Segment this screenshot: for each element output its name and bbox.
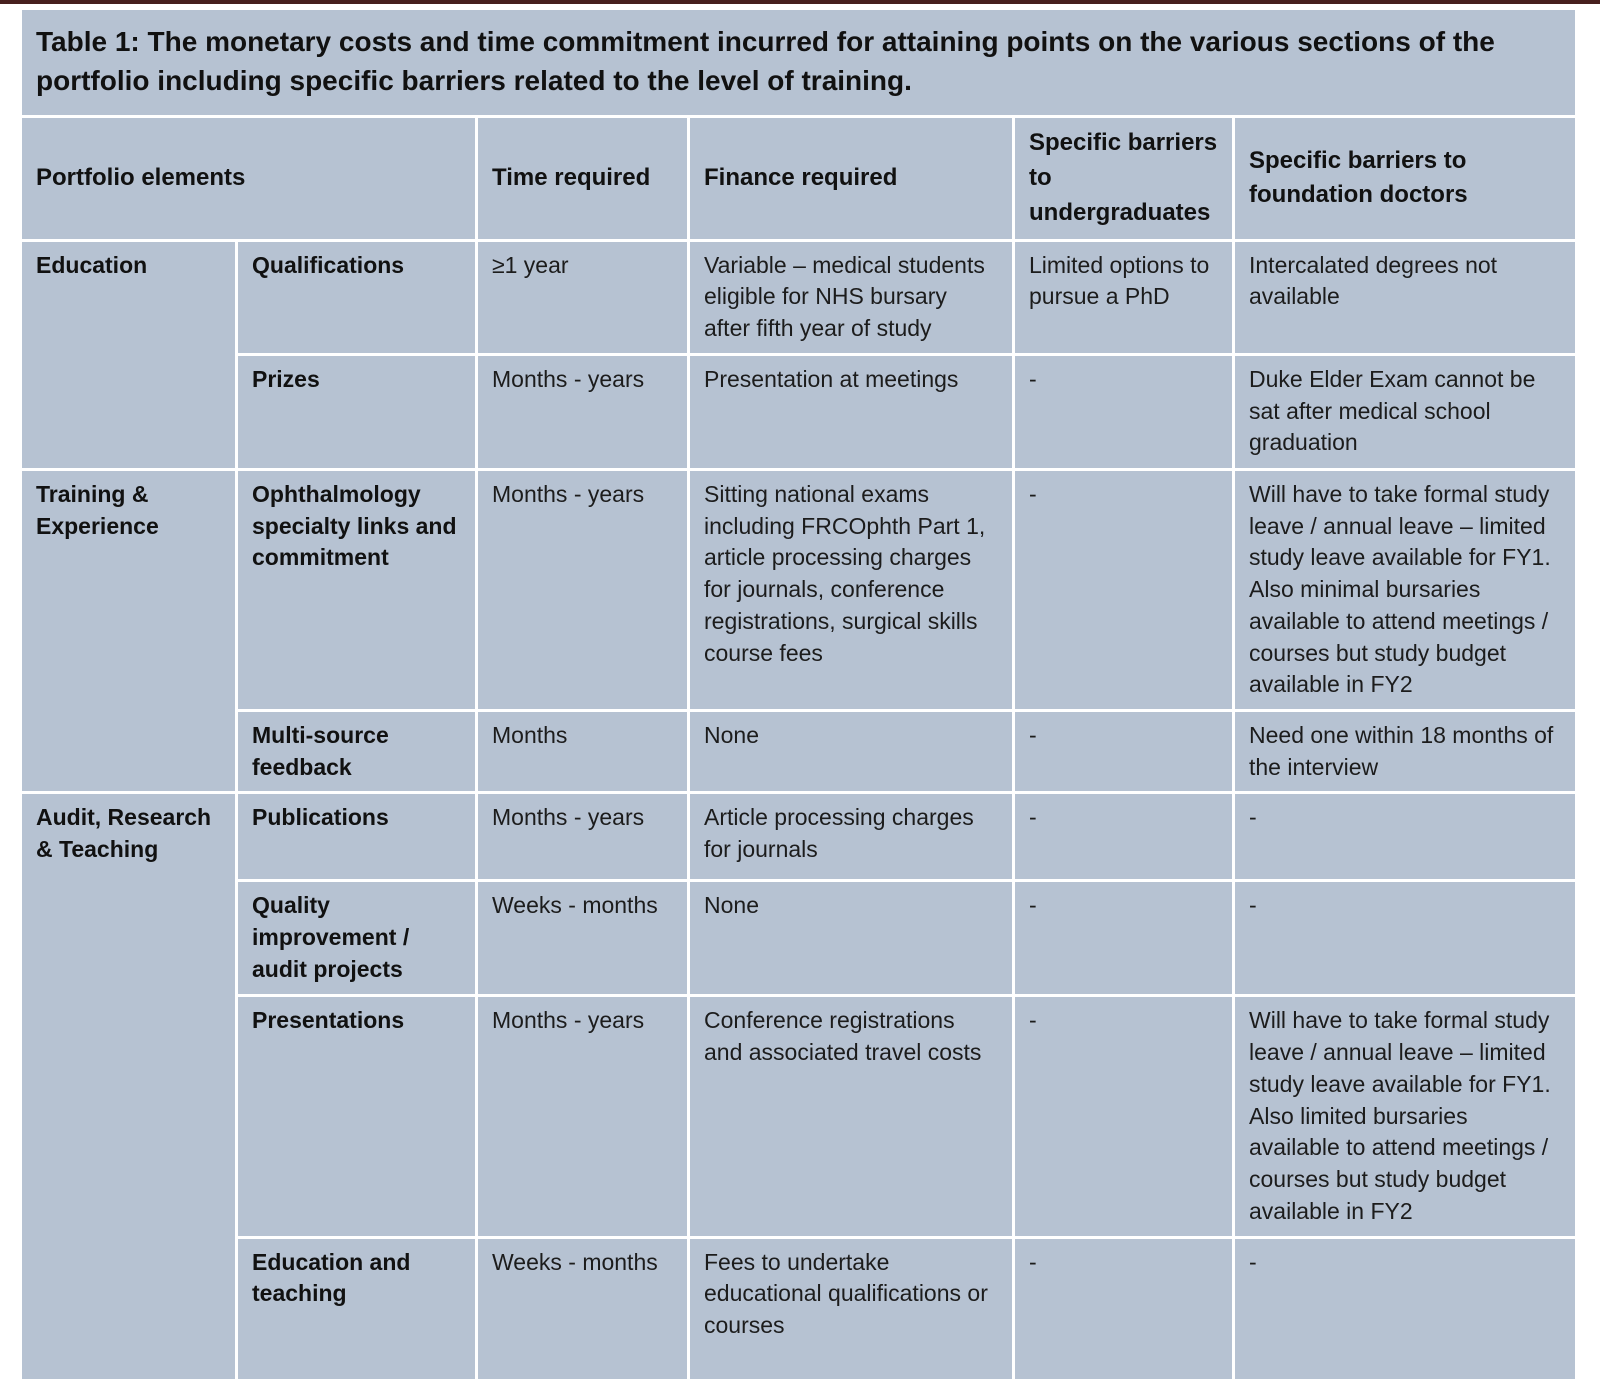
col-header-finance-required: Finance required (690, 118, 1012, 238)
cell-undergrad-barrier: - (1015, 1239, 1232, 1379)
table-row (22, 712, 1575, 791)
table-row (22, 997, 1575, 1235)
element-quality-improvement: Quality improvement / audit projects (238, 882, 475, 994)
col-header-barriers-foundation: Specific barriers to foundation doctors (1235, 118, 1575, 238)
table-row (22, 882, 1575, 994)
cell-time: Months - years (478, 471, 687, 709)
cell-finance: None (690, 882, 1012, 994)
cell-time: ≥1 year (478, 242, 687, 353)
section-education: Education (22, 242, 235, 468)
section-audit-research-teaching: Audit, Research & Teaching (22, 794, 235, 1378)
col-header-barriers-undergraduates: Specific barriers to undergraduates (1015, 118, 1232, 238)
col-header-portfolio-elements: Portfolio elements (22, 118, 475, 238)
portfolio-table (19, 115, 1578, 1381)
cell-foundation-barrier: - (1235, 794, 1575, 879)
cell-foundation-barrier: Will have to take formal study leave / annual leave – limited study leave available for FY1. Also minimal bursaries available to attend meetings / courses but study budget available in FY2 (1235, 471, 1575, 709)
cell-undergrad-barrier: Limited options to pursue a PhD (1015, 242, 1232, 353)
element-education-and-teaching: Education and teaching (238, 1239, 475, 1379)
element-ophthalmology-links: Ophthalmology specialty links and commitment (238, 471, 475, 709)
section-training-experience: Training & Experience (22, 471, 235, 792)
cell-undergrad-barrier: - (1015, 882, 1232, 994)
col-header-time-required: Time required (478, 118, 687, 238)
cell-finance: Conference registrations and associated travel costs (690, 997, 1012, 1235)
element-publications: Publications (238, 794, 475, 879)
cell-foundation-barrier: - (1235, 882, 1575, 994)
cell-finance: Fees to undertake educational qualifications or courses (690, 1239, 1012, 1379)
cell-foundation-barrier: Intercalated degrees not available (1235, 242, 1575, 353)
cell-time: Months - years (478, 356, 687, 468)
cell-time: Months (478, 712, 687, 791)
table-row (22, 1239, 1575, 1379)
cell-time: Weeks - months (478, 1239, 687, 1379)
header-row (22, 118, 1575, 238)
element-prizes: Prizes (238, 356, 475, 468)
cell-foundation-barrier: Will have to take formal study leave / annual leave – limited study leave available for FY1. Also limited bursaries available to attend meetings / courses but study budget available in FY2 (1235, 997, 1575, 1235)
cell-foundation-barrier: - (1235, 1239, 1575, 1379)
cell-time: Months - years (478, 997, 687, 1235)
table-row (22, 356, 1575, 468)
cell-finance: Variable – medical students eligible for NHS bursary after fifth year of study (690, 242, 1012, 353)
cell-undergrad-barrier: - (1015, 356, 1232, 468)
cell-time: Months - years (478, 794, 687, 879)
page-top-edge-strip (0, 0, 1600, 4)
cell-undergrad-barrier: - (1015, 794, 1232, 879)
cell-undergrad-barrier: - (1015, 712, 1232, 791)
cell-finance: Sitting national exams including FRCOphth Part 1, article processing charges for journals, conference registrations, surgical skills course fees (690, 471, 1012, 709)
cell-undergrad-barrier: - (1015, 997, 1232, 1235)
table-1 (19, 10, 1578, 1382)
cell-time: Weeks - months (478, 882, 687, 994)
cell-foundation-barrier: Duke Elder Exam cannot be sat after medical school graduation (1235, 356, 1575, 468)
table-caption: Table 1: The monetary costs and time commitment incurred for attaining points on the various sections of the portfolio including specific barriers related to the level of training. (22, 10, 1575, 115)
cell-finance: None (690, 712, 1012, 791)
table-row (22, 794, 1575, 879)
element-qualifications: Qualifications (238, 242, 475, 353)
table-row (22, 242, 1575, 353)
cell-undergrad-barrier: - (1015, 471, 1232, 709)
cell-finance: Presentation at meetings (690, 356, 1012, 468)
cell-finance: Article processing charges for journals (690, 794, 1012, 879)
cell-foundation-barrier: Need one within 18 months of the interview (1235, 712, 1575, 791)
table-row (22, 471, 1575, 709)
element-multi-source-feedback: Multi-source feedback (238, 712, 475, 791)
element-presentations: Presentations (238, 997, 475, 1235)
